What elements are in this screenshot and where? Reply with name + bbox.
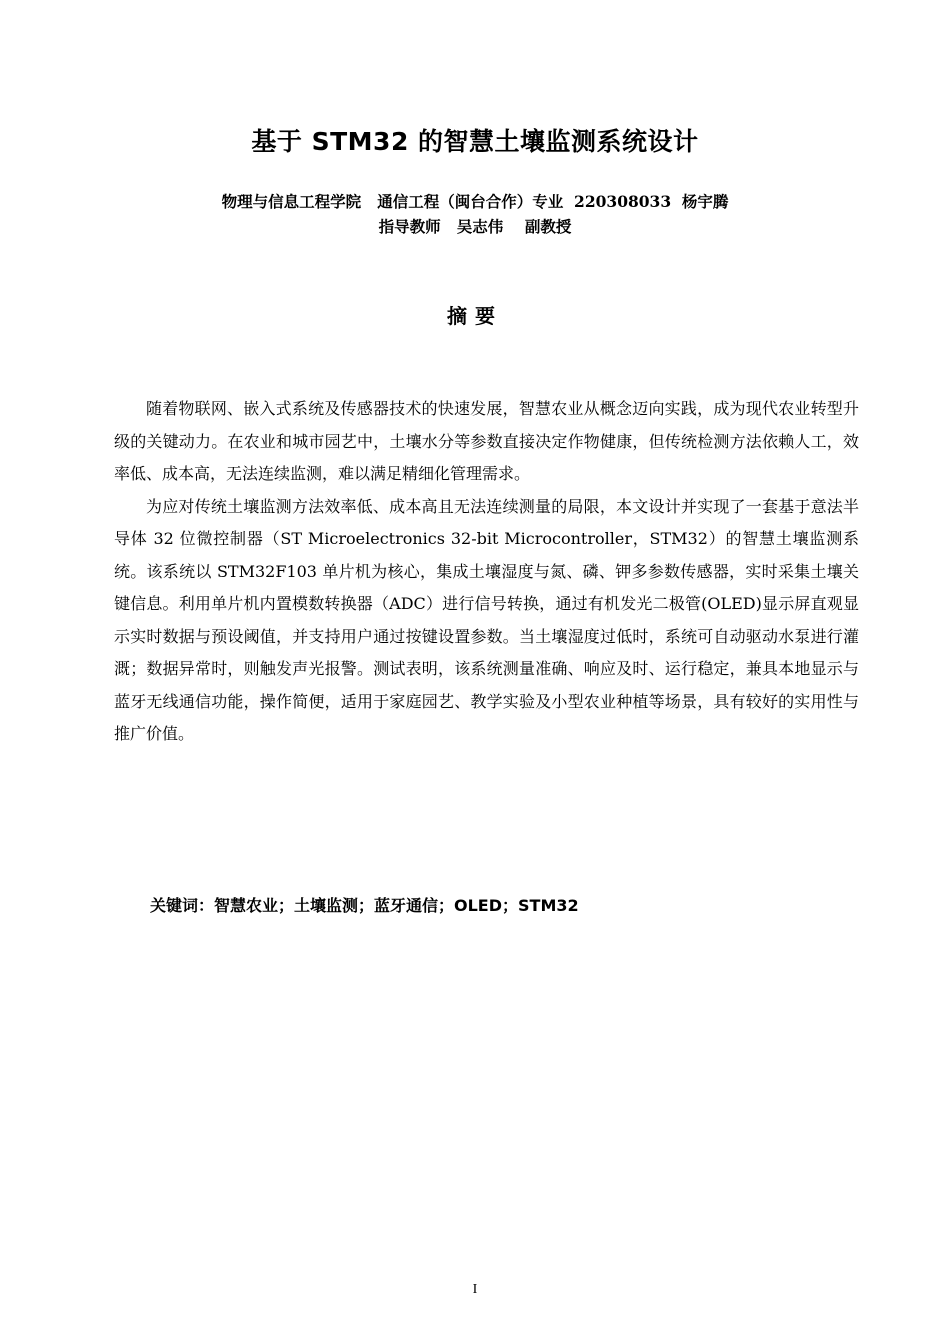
abstract-heading: 摘要: [447, 304, 503, 328]
author-affiliation-line: 物理与信息工程学院 通信工程（闽台合作）专业 220308033 杨宇腾: [221, 192, 729, 211]
page-number: I: [472, 1282, 478, 1297]
keywords: 关键词：智慧农业；土壤监测；蓝牙通信；OLED；STM32: [150, 896, 579, 915]
abstract-body: [114, 393, 859, 751]
abstract-paragraph-2: 为应对传统土壤监测方法效率低、成本高且无法连续测量的局限，本文设计并实现了一套基于意法半导体 32 位微控制器（ST Microelectronics 32-bit Microcontroller，STM32）的智慧土壤监测系统。该系统以 STM32F103 单片机为核心，集成土壤湿度与氮、磷、钾多参数传感器，实时采集土壤关键信息。利用单片机内置模数转换器（ADC）进行信号转换，通过有机发光二极管(OLED)显示屏直观显示实时数据与预设阈值，并支持用户通过按键设置参数。当土壤湿度过低时，系统可自动驱动水泵进行灌溉；数据异常时，则触发声光报警。测试表明，该系统测量准确、响应及时、运行稳定，兼具本地显示与蓝牙无线通信功能，操作简便，适用于家庭园艺、教学实验及小型农业种植等场景，具有较好的实用性与推广价值。: [114, 496, 859, 743]
advisor-line: 指导教师 吴志伟 副教授: [378, 217, 572, 236]
paper-title: 基于 STM32 的智慧土壤监测系统设计: [251, 127, 699, 156]
abstract-paragraph-1: 随着物联网、嵌入式系统及传感器技术的快速发展，智慧农业从概念迈向实践，成为现代农业转型升级的关键动力。在农业和城市园艺中，土壤水分等参数直接决定作物健康，但传统检测方法依赖人工，效率低、成本高，无法连续监测，难以满足精细化管理需求。: [114, 399, 859, 483]
